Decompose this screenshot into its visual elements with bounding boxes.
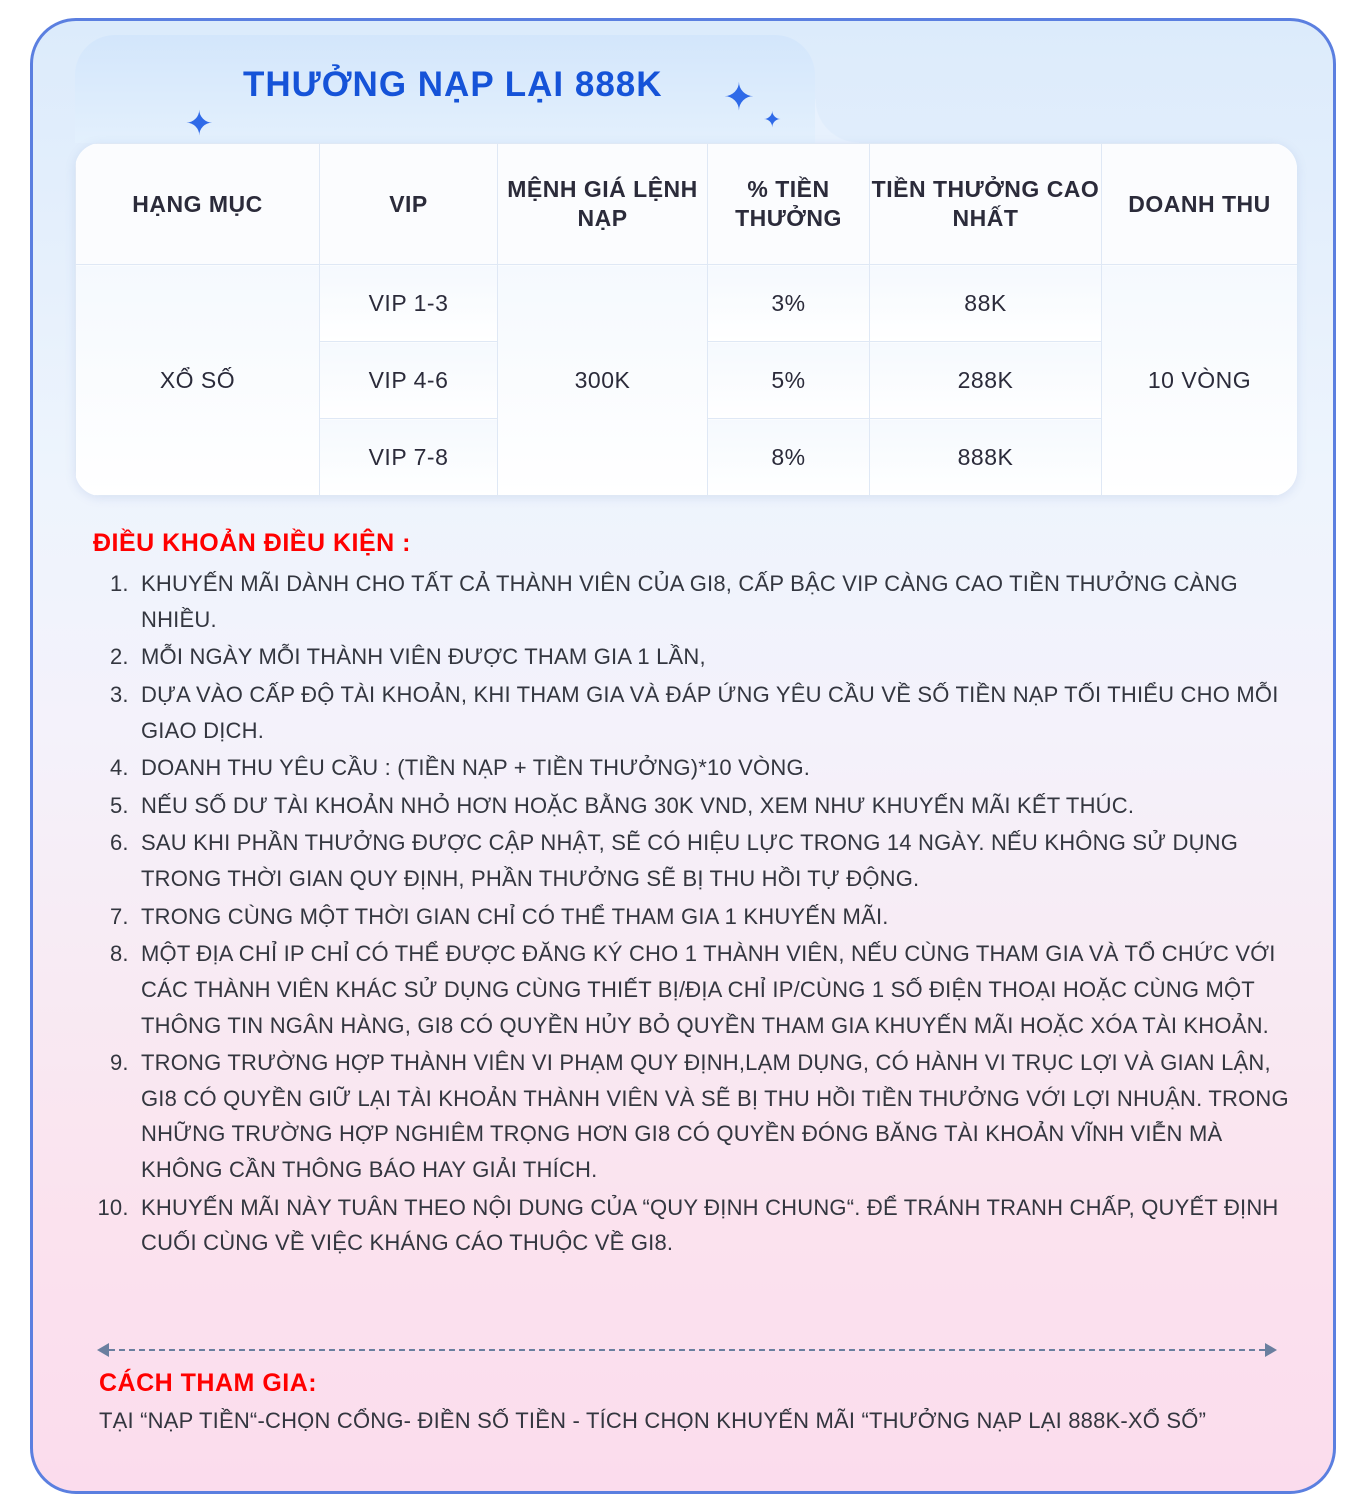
list-item: 8. MỘT ĐỊA CHỈ IP CHỈ CÓ THỂ ĐƯỢC ĐĂNG KÝ CHO 1 THÀNH VIÊN, NẾU CÙNG THAM GIA VÀ TỔ CHỨC VỚI CÁC THÀNH VIÊN KHÁC SỬ DỤNG CÙNG THIẾT BỊ/ĐỊA CHỈ IP/CÙNG 1 SỐ ĐIỆN THOẠI HOẶC CÙNG MỘT THÔNG TIN NGÂN HÀNG, GI8 CÓ QUYỀN HỦY BỎ QUYỀN THAM GIA KHUYẾN MÃI HOẶC XÓA TÀI KHOẢN. — [135, 936, 1309, 1043]
promotion-header — [75, 35, 815, 145]
cell-max-bonus: 88K — [870, 265, 1102, 342]
table-header-row — [76, 144, 1298, 265]
list-item: 10. KHUYẾN MÃI NÀY TUÂN THEO NỘI DUNG CỦA “QUY ĐỊNH CHUNG“. ĐỂ TRÁNH TRANH CHẤP, QUYẾT ĐỊNH CUỐI CÙNG VỀ VIỆC KHÁNG CÁO THUỘC VỀ GI8. — [135, 1190, 1309, 1261]
table-row — [76, 265, 1298, 342]
column-header-revenue: DOANH THU — [1102, 144, 1298, 265]
join-instructions: TẠI “NẠP TIỀN“-CHỌN CỔNG- ĐIỀN SỐ TIỀN - TÍCH CHỌN KHUYẾN MÃI “THƯỞNG NẠP LẠI 888K-XỔ SỐ” — [99, 1408, 1207, 1433]
column-header-max-bonus: TIỀN THƯỞNG CAO NHẤT — [870, 144, 1102, 265]
cell-percent: 8% — [708, 419, 870, 496]
page-title: THƯỞNG NẠP LẠI 888K — [243, 65, 663, 104]
how-to-join-section — [99, 1369, 1299, 1434]
cell-percent: 3% — [708, 265, 870, 342]
list-item: 1. KHUYẾN MÃI DÀNH CHO TẤT CẢ THÀNH VIÊN CỦA GI8, CẤP BẬC VIP CÀNG CAO TIỀN THƯỞNG CÀNG NHIỀU. — [135, 566, 1309, 637]
sparkle-icon: ✦ — [763, 107, 782, 132]
cell-vip: VIP 1-3 — [320, 265, 498, 342]
sparkle-icon: ✦ — [185, 105, 214, 143]
dashed-line — [109, 1349, 1265, 1351]
cell-category: XỔ SỐ — [76, 265, 320, 496]
bonus-table-container — [75, 143, 1297, 496]
list-item: 5. NẾU SỐ DƯ TÀI KHOẢN NHỎ HƠN HOẶC BẰNG 30K VND, XEM NHƯ KHUYẾN MÃI KẾT THÚC. — [135, 788, 1309, 824]
cell-revenue: 10 VÒNG — [1102, 265, 1298, 496]
column-header-percent: % TIỀN THƯỞNG — [708, 144, 870, 265]
cell-percent: 5% — [708, 342, 870, 419]
promotion-card — [30, 18, 1336, 1494]
cell-vip: VIP 4-6 — [320, 342, 498, 419]
join-heading: CÁCH THAM GIA: — [99, 1369, 318, 1397]
sparkle-icon: ✦ — [723, 77, 755, 119]
cell-max-bonus: 288K — [870, 342, 1102, 419]
terms-heading: ĐIỀU KHOẢN ĐIỀU KIỆN : — [93, 529, 411, 557]
list-item: 3. DỰA VÀO CẤP ĐỘ TÀI KHOẢN, KHI THAM GIA VÀ ĐÁP ỨNG YÊU CẦU VỀ SỐ TIỀN NẠP TỐI THIỂU CHO MỖI GIAO DỊCH. — [135, 677, 1309, 748]
cell-deposit: 300K — [498, 265, 708, 496]
column-header-deposit: MỆNH GIÁ LỆNH NẠP — [498, 144, 708, 265]
cell-vip: VIP 7-8 — [320, 419, 498, 496]
terms-section — [69, 529, 1309, 1263]
column-header-category: HẠNG MỤC — [76, 144, 320, 265]
bonus-table — [75, 143, 1297, 496]
list-item: 7. TRONG CÙNG MỘT THỜI GIAN CHỈ CÓ THỂ THAM GIA 1 KHUYẾN MÃI. — [135, 899, 1309, 935]
arrow-left-icon — [97, 1343, 109, 1357]
section-divider — [97, 1343, 1277, 1357]
list-item: 4. DOANH THU YÊU CẦU : (TIỀN NẠP + TIỀN THƯỞNG)*10 VÒNG. — [135, 750, 1309, 786]
list-item: 2. MỖI NGÀY MỖI THÀNH VIÊN ĐƯỢC THAM GIA 1 LẦN, — [135, 639, 1309, 675]
terms-list — [69, 566, 1309, 1261]
arrow-right-icon — [1265, 1343, 1277, 1357]
cell-max-bonus: 888K — [870, 419, 1102, 496]
column-header-vip: VIP — [320, 144, 498, 265]
list-item: 6. SAU KHI PHẦN THƯỞNG ĐƯỢC CẬP NHẬT, SẼ CÓ HIỆU LỰC TRONG 14 NGÀY. NẾU KHÔNG SỬ DỤNG TRONG THỜI GIAN QUY ĐỊNH, PHẦN THƯỞNG SẼ BỊ THU HỒI TỰ ĐỘNG. — [135, 825, 1309, 896]
list-item: 9. TRONG TRƯỜNG HỢP THÀNH VIÊN VI PHẠM QUY ĐỊNH,LẠM DỤNG, CÓ HÀNH VI TRỤC LỢI VÀ GIAN LẬN, GI8 CÓ QUYỀN GIỮ LẠI TÀI KHOẢN THÀNH VIÊN VÀ SẼ BỊ THU HỒI TIỀN THƯỞNG VỚI LỢI NHUẬN. TRONG NHỮNG TRƯỜNG HỢP NGHIÊM TRỌNG HƠN GI8 CÓ QUYỀN ĐÓNG BĂNG TÀI KHOẢN VĨNH VIỄN MÀ KHÔNG CẦN THÔNG BÁO HAY GIẢI THÍCH. — [135, 1045, 1309, 1188]
